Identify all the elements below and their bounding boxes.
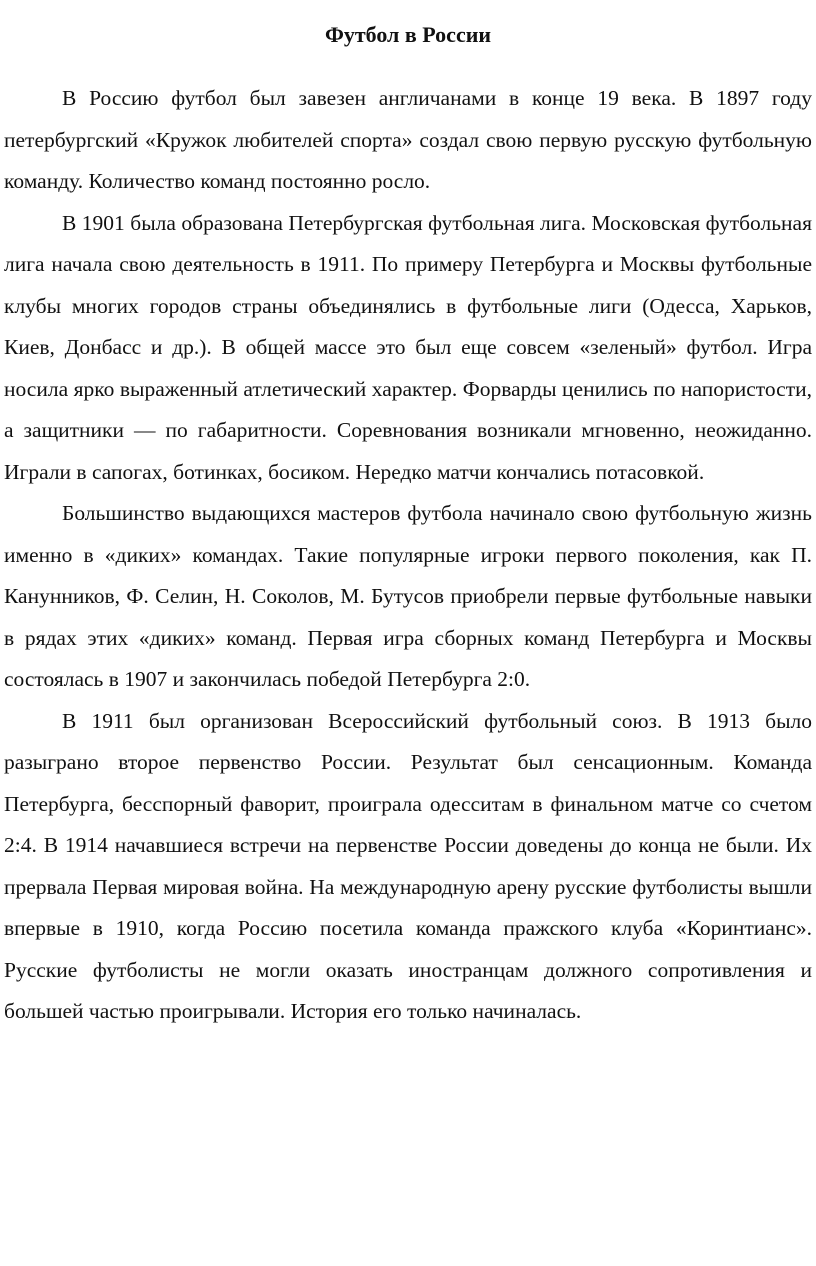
- document-title: Футбол в России: [324, 22, 492, 47]
- paragraph-2: В 1901 была образована Петербургская футбольная лига. Московская футбольная лига начала свою деятельность в 1911. По примеру Петербурга и Москвы футбольные клубы многих городов страны объединялись в футбольные лиги (Одесса, Харьков, Киев, Донбасс и др.). В общей массе это был еще совсем «зеленый» футбол. Игра носила ярко выраженный атлетический характер. Форварды ценились по напористости, а защитники — по габаритности. Соревнования возникали мгновенно, неожиданно. Играли в сапогах, ботинках, босиком. Нередко матчи кончались потасовкой.: [4, 210, 812, 484]
- paragraph-3: Большинство выдающихся мастеров футбола начинало свою футбольную жизнь именно в «диких» командах. Такие популярные игроки первого поколения, как П. Канунников, Ф. Селин, Н. Соколов, М. Бутусов приобрели первые футбольные навыки в рядах этих «диких» команд. Первая игра сборных команд Петербурга и Москвы состоялась в 1907 и закончилась победой Петербурга 2:0.: [4, 501, 812, 691]
- paragraph-4: В 1911 был организован Всероссийский футбольный союз. В 1913 было разыграно второе первенство России. Результат был сенсационным. Команда Петербурга, бесспорный фаворит, проиграла одесситам в финальном матче со счетом 2:4. В 1914 начавшиеся встречи на первенстве России доведены до конца не были. Их прервала Первая мировая война. На международную арену русские футболисты вышли впервые в 1910, когда Россию посетила команда пражского клуба «Коринтианс». Русские футболисты не могли оказать иностранцам должного сопротивления и большей частью проигрывали. История его только начиналась.: [4, 708, 812, 1023]
- paragraph-1: В Россию футбол был завезен англичанами в конце 19 века. В 1897 году петербургский «Кружок любителей спорта» создал свою первую русскую футбольную команду. Количество команд постоянно росло.: [4, 86, 812, 193]
